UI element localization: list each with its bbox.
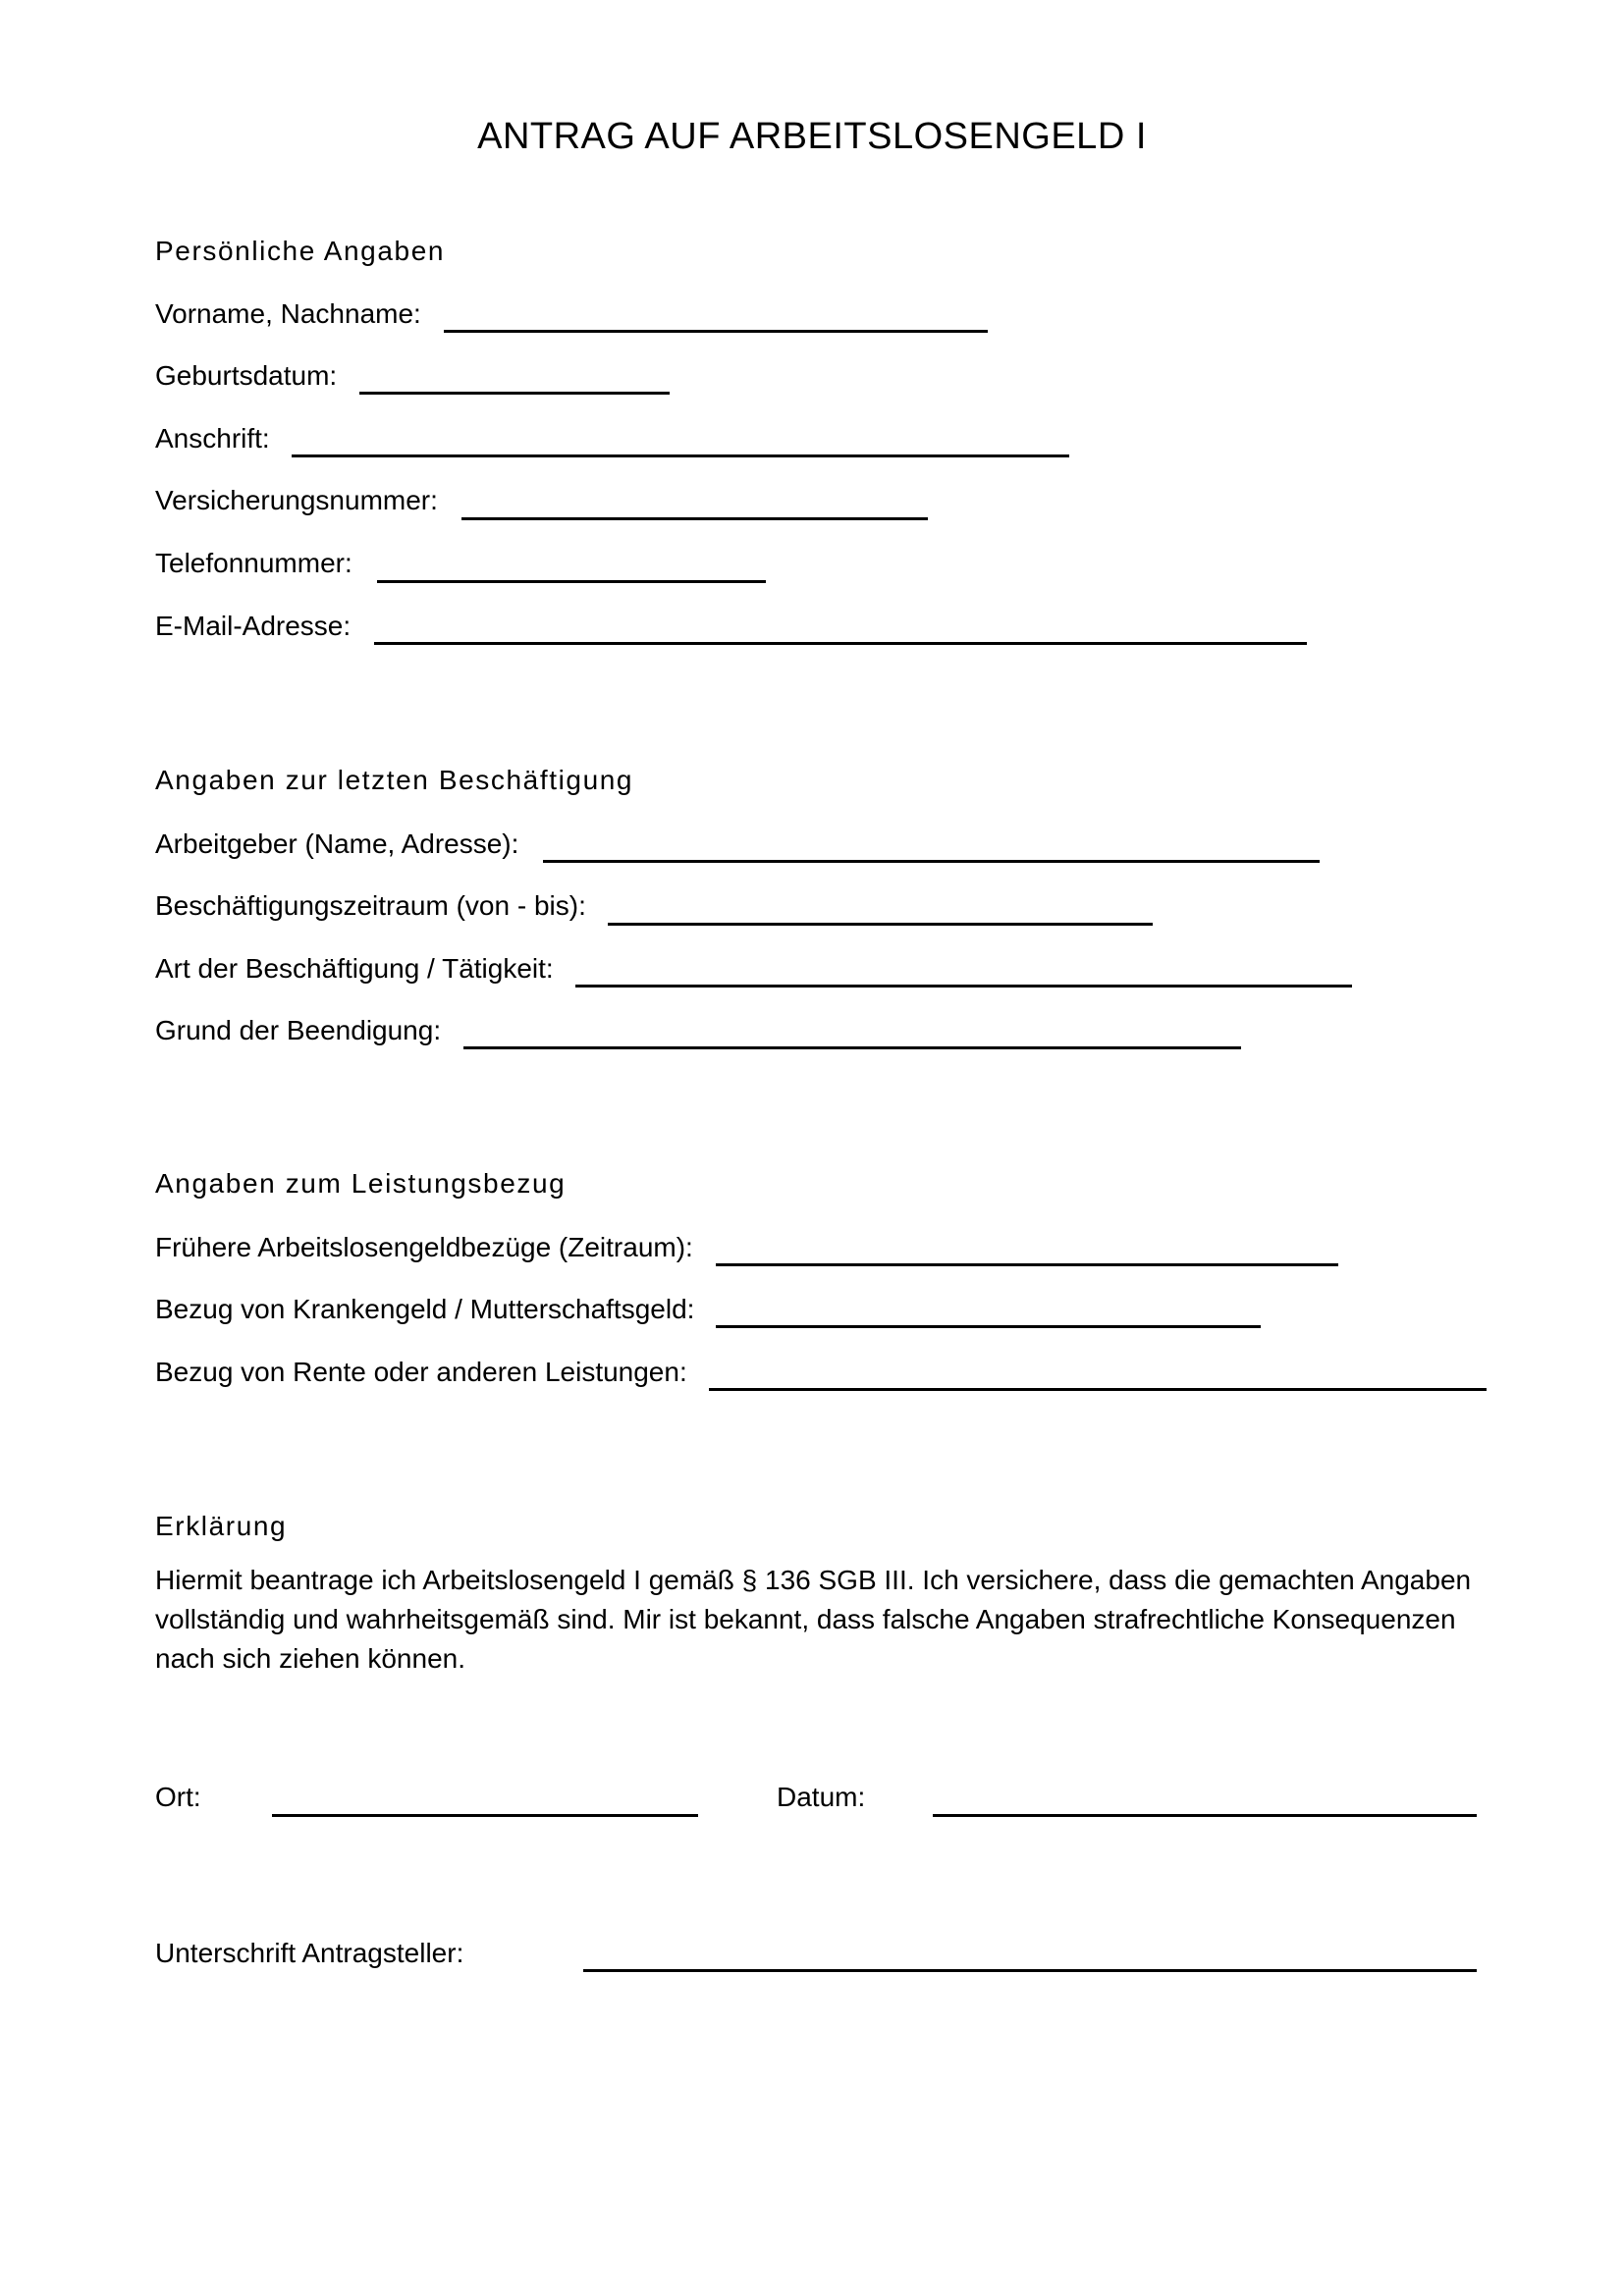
field-previous-benefits[interactable] [716,1263,1338,1266]
field-sick-pay[interactable] [716,1325,1261,1328]
field-employment-period[interactable] [608,923,1153,926]
label-pension: Bezug von Rente oder anderen Leistungen: [155,1357,687,1387]
label-previous-benefits: Frühere Arbeitslosengeldbezüge (Zeitraum): [155,1232,693,1262]
field-email[interactable] [374,642,1307,645]
field-birthdate[interactable] [359,392,670,395]
label-name: Vorname, Nachname: [155,298,421,329]
field-address[interactable] [292,454,1069,457]
section-heading-personal: Persönliche Angaben [155,236,446,266]
label-sick-pay: Bezug von Krankengeld / Mutterschaftsgeld: [155,1294,695,1324]
field-pension[interactable] [709,1388,1487,1391]
label-birthdate: Geburtsdatum: [155,360,338,391]
label-insurance-number: Versicherungsnummer: [155,485,438,515]
label-phone: Telefonnummer: [155,548,352,578]
label-place: Ort: [155,1782,201,1812]
declaration-text: Hiermit beantrage ich Arbeitslosengeld I gemäß § 136 SGB III. Ich versichere, dass die gemachten Angaben vollständig und wahrheitsgemäß sind. Mir ist bekannt, dass falsche Angaben strafrechtliche Konsequenzen nach sich ziehen können. [155,1565,1472,1674]
label-address: Anschrift: [155,423,270,454]
field-phone[interactable] [377,580,766,583]
field-date[interactable] [933,1814,1477,1817]
label-signature: Unterschrift Antragsteller: [155,1938,464,1968]
field-employer[interactable] [543,860,1320,863]
field-employment-type[interactable] [575,985,1352,988]
field-termination-reason[interactable] [463,1046,1241,1049]
label-email: E-Mail-Adresse: [155,611,352,641]
form-title: ANTRAG AUF ARBEITSLOSENGELD I [477,116,1147,157]
field-signature[interactable] [583,1969,1477,1972]
label-employment-period: Beschäftigungszeitraum (von - bis): [155,890,586,921]
label-employment-type: Art der Beschäftigung / Tätigkeit: [155,953,554,984]
field-place[interactable] [272,1814,698,1817]
label-employer: Arbeitgeber (Name, Adresse): [155,828,519,859]
label-termination-reason: Grund der Beendigung: [155,1015,442,1045]
label-date: Datum: [777,1782,866,1812]
field-name[interactable] [444,330,988,333]
section-heading-employment: Angaben zur letzten Beschäftigung [155,765,634,795]
field-insurance-number[interactable] [461,517,928,520]
section-heading-declaration: Erklärung [155,1511,288,1541]
section-heading-benefits: Angaben zum Leistungsbezug [155,1168,567,1199]
